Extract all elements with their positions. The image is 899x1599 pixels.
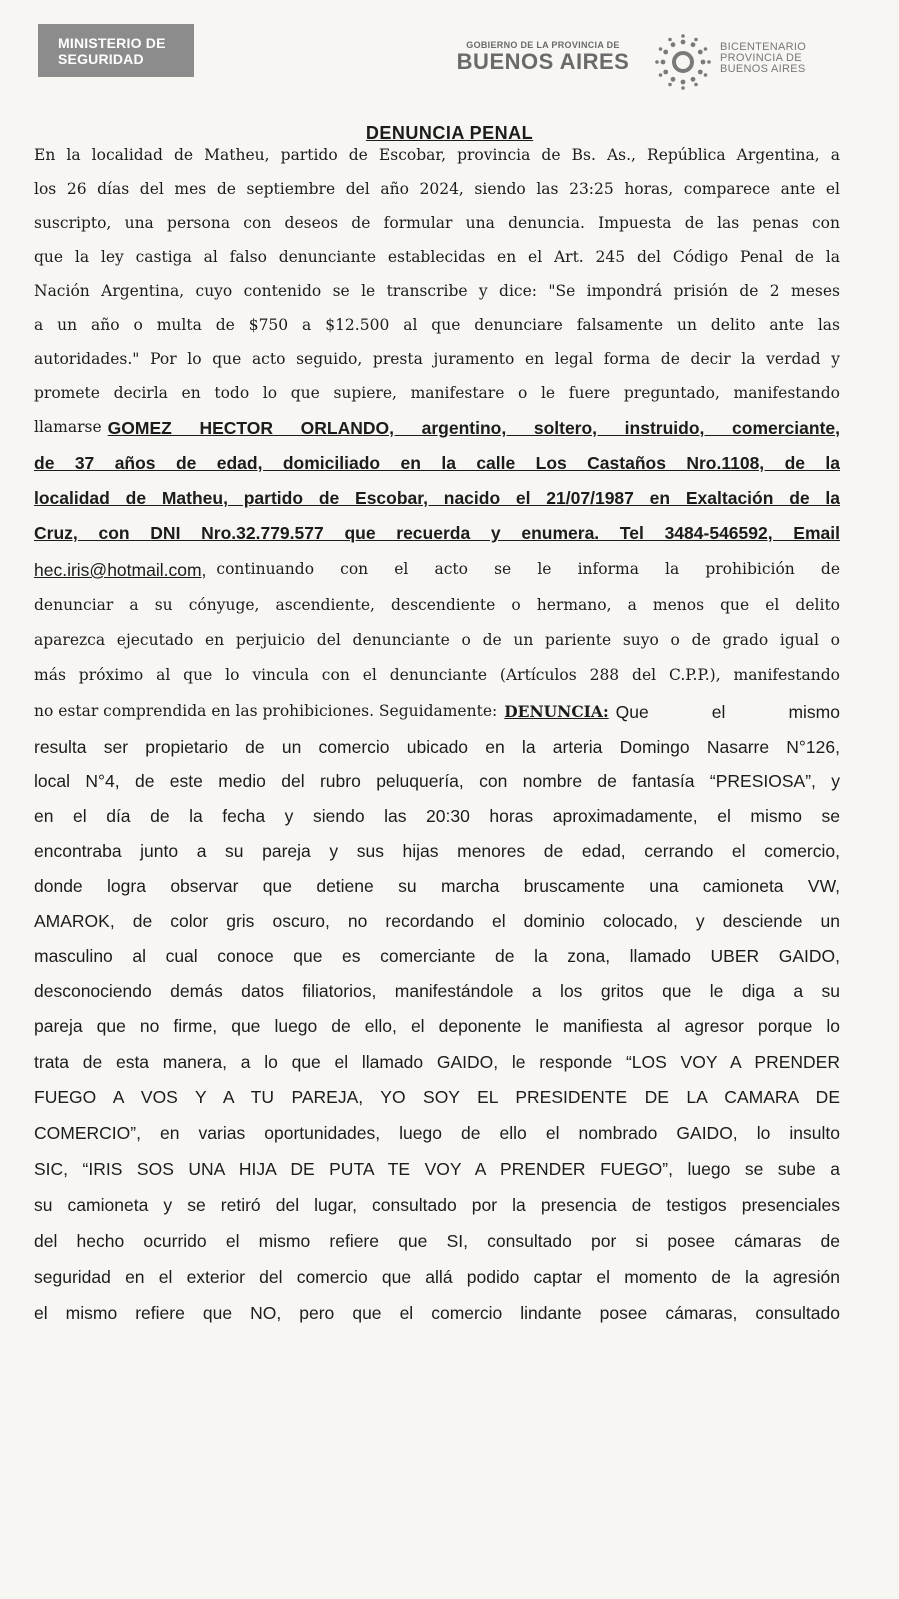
bicentenario-line2: PROVINCIA DE bbox=[720, 52, 802, 64]
text-line-bold bbox=[34, 523, 840, 544]
text-line-content: del hecho ocurrido el mismo refiere que SI, consultado por si posee cámaras de bbox=[34, 1231, 840, 1251]
text-line-bold bbox=[34, 453, 840, 474]
text-line-content: Cruz, con DNI Nro.32.779.577 que recuerda y enumera. Tel 3484-546592, Email bbox=[34, 523, 840, 543]
text-line-mixed bbox=[34, 418, 840, 439]
text-line-content: COMERCIO”, en varias oportunidades, luego de ello el nombrado GAIDO, lo insulto bbox=[34, 1123, 840, 1143]
text-line-content: aparezca ejecutado en perjuicio del denunciante o de un pariente suyo o de grado igual o bbox=[34, 631, 840, 649]
ministerio-line1: MINISTERIO DE bbox=[58, 35, 166, 51]
document-title bbox=[0, 123, 899, 144]
gobierno-logo bbox=[445, 40, 641, 74]
bicentenario-line1: BICENTENARIO bbox=[720, 41, 807, 53]
ministerio-logo bbox=[38, 24, 194, 77]
text-line bbox=[34, 596, 840, 614]
text-line-content: más próximo al que lo vincula con el denunciante (Artículos 288 del C.P.P.), manifestando bbox=[34, 666, 840, 684]
text-line-mixed bbox=[34, 702, 840, 723]
text-line-content: En la localidad de Matheu, partido de Escobar, provincia de Bs. As., República Argentina, a bbox=[34, 146, 840, 164]
text-line bbox=[34, 1195, 840, 1216]
text-line bbox=[34, 911, 840, 932]
ministerio-line2: SEGURIDAD bbox=[58, 51, 144, 67]
text-line-content: resulta ser propietario de un comercio ubicado en la arteria Domingo Nasarre N°126, bbox=[34, 737, 840, 757]
text-line-content: encontraba junto a su pareja y sus hijas menores de edad, cerrando el comercio, bbox=[34, 841, 840, 861]
text-line-content: que la ley castiga al falso denunciante establecidas en el Art. 245 del Código Penal de la bbox=[34, 248, 840, 266]
text-line-content: a un año o multa de $750 a $12.500 al que denunciare falsamente un delito ante las bbox=[34, 316, 840, 334]
text-line-content: el mismo refiere que NO, pero que el comercio lindante posee cámaras, consultado bbox=[34, 1303, 840, 1323]
text-line bbox=[34, 316, 840, 334]
text-line bbox=[34, 946, 840, 967]
text-line bbox=[34, 1052, 840, 1073]
text-line bbox=[34, 737, 840, 758]
text-line bbox=[34, 666, 840, 684]
text-line-content: AMAROK, de color gris oscuro, no recordando el dominio colocado, y desciende un bbox=[34, 911, 840, 931]
email-text: hec.iris@hotmail.com, bbox=[34, 560, 207, 580]
text-line bbox=[34, 771, 840, 792]
text-line bbox=[34, 350, 840, 368]
text-line-content: llamarse bbox=[34, 418, 102, 436]
text-line-content: continuando con el acto se le informa la prohibición de bbox=[216, 560, 840, 578]
text-line-mixed bbox=[34, 560, 840, 581]
text-line-content: en el día de la fecha y siendo las 20:30 horas aproximadamente, el mismo se bbox=[34, 806, 840, 826]
text-line bbox=[34, 180, 840, 198]
text-line-content: de 37 años de edad, domiciliado en la calle Los Castaños Nro.1108, de la bbox=[34, 453, 840, 473]
text-line-content: no estar comprendida en las prohibiciones. Seguidamente: bbox=[34, 702, 498, 720]
text-line-content: Que el mismo bbox=[615, 702, 840, 722]
text-line-content: seguridad en el exterior del comercio que allá podido captar el momento de la agresión bbox=[34, 1267, 840, 1287]
text-line bbox=[34, 876, 840, 897]
text-line-content: local N°4, de este medio del rubro peluquería, con nombre de fantasía “PRESIOSA”, y bbox=[34, 771, 840, 791]
document-title-text: DENUNCIA PENAL bbox=[365, 123, 534, 143]
text-line bbox=[34, 248, 840, 266]
text-line-content: promete decirla en todo lo que supiere, manifestare o le fuere preguntado, manifestando bbox=[34, 384, 840, 402]
text-line bbox=[34, 1159, 840, 1180]
bicentenario-line3: BUENOS AIRES bbox=[720, 63, 806, 75]
text-line bbox=[34, 1267, 840, 1288]
text-line bbox=[34, 1303, 840, 1324]
text-line-content: Nación Argentina, cuyo contenido se le transcribe y dice: "Se impondrá prisión de 2 meses bbox=[34, 282, 840, 300]
gobierno-big: BUENOS AIRES bbox=[456, 49, 630, 74]
text-line-content: SIC, “IRIS SOS UNA HIJA DE PUTA TE VOY A PRENDER FUEGO”, luego se sube a bbox=[34, 1159, 840, 1179]
text-line bbox=[34, 631, 840, 649]
text-line-content: localidad de Matheu, partido de Escobar, nacido el 21/07/1987 en Exaltación de la bbox=[34, 488, 840, 508]
text-line-content: suscripto, una persona con deseos de formular una denuncia. Impuesta de las penas con bbox=[34, 214, 840, 232]
text-line bbox=[34, 1123, 840, 1144]
text-line-content: denunciar a su cónyuge, ascendiente, descendiente o hermano, a menos que el delito bbox=[34, 596, 840, 614]
text-line bbox=[34, 981, 840, 1002]
text-line bbox=[34, 146, 840, 164]
text-line-content: masculino al cual conoce que es comerciante de la zona, llamado UBER GAIDO, bbox=[34, 946, 840, 966]
gobierno-small: GOBIERNO DE LA PROVINCIA DE bbox=[466, 40, 620, 50]
text-line-content: los 26 días del mes de septiembre del año 2024, siendo las 23:25 horas, comparece ante el bbox=[34, 180, 840, 198]
text-line bbox=[34, 806, 840, 827]
text-line-content: trata de esta manera, a lo que el llamado GAIDO, le responde “LOS VOY A PRENDER bbox=[34, 1052, 840, 1072]
text-line bbox=[34, 282, 840, 300]
text-line bbox=[34, 1016, 840, 1037]
text-line-content: autoridades." Por lo que acto seguido, presta juramento en legal forma de decir la verdad y bbox=[34, 350, 840, 368]
text-line bbox=[34, 1087, 840, 1108]
text-line-content: su camioneta y se retiró del lugar, consultado por la presencia de testigos presenciales bbox=[34, 1195, 840, 1215]
sun-emblem-icon bbox=[653, 32, 713, 92]
text-line-content: FUEGO A VOS Y A TU PAREJA, YO SOY EL PRESIDENTE DE LA CAMARA DE bbox=[34, 1087, 840, 1107]
text-line bbox=[34, 384, 840, 402]
text-line-content: desconociendo demás datos filiatorios, manifestándole a los gritos que le diga a su bbox=[34, 981, 840, 1001]
text-line bbox=[34, 841, 840, 862]
text-line bbox=[34, 1231, 840, 1252]
text-line-content: donde logra observar que detiene su marcha bruscamente una camioneta VW, bbox=[34, 876, 840, 896]
text-line-content: pareja que no firme, que luego de ello, el deponente le manifiesta al agresor porque lo bbox=[34, 1016, 840, 1036]
complainant-name: GOMEZ HECTOR ORLANDO, argentino, soltero, instruido, comerciante, bbox=[107, 418, 840, 438]
text-line-bold bbox=[34, 488, 840, 509]
denuncia-label: DENUNCIA: bbox=[504, 702, 609, 721]
bicentenario-logo bbox=[720, 42, 806, 75]
text-line bbox=[34, 214, 840, 232]
